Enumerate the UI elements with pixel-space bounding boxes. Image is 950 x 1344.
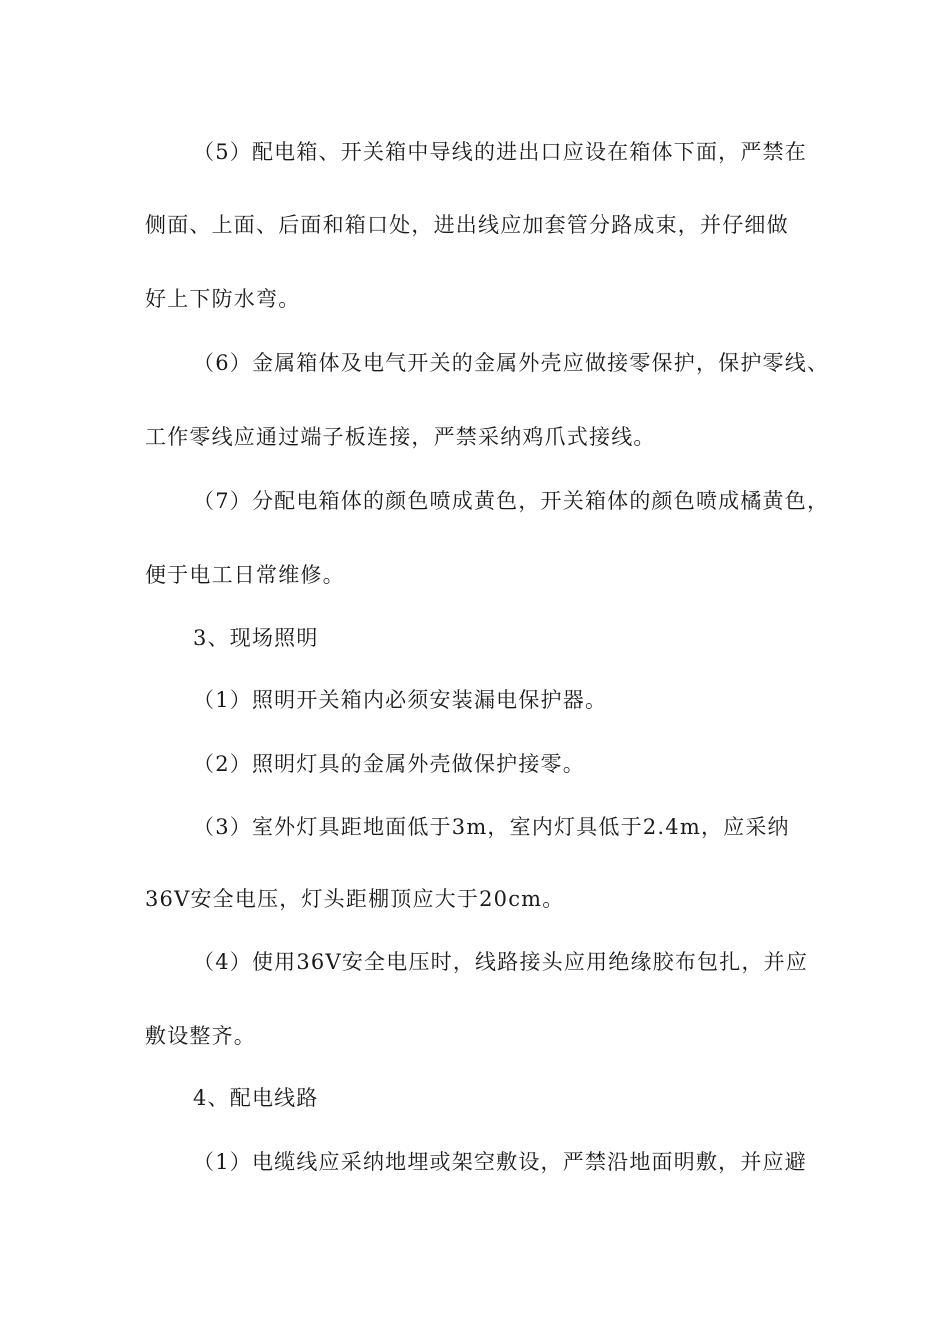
paragraph-line: （6）金属箱体及电气开关的金属外壳应做接零保护，保护零线、	[193, 351, 830, 375]
paragraph-line: 侧面、上面、后面和箱口处，进出线应加套管分路成束，并仔细做	[145, 213, 789, 237]
paragraph-line: 便于电工日常维修。	[145, 563, 345, 587]
section-heading: 3、现场照明	[193, 626, 319, 650]
section-heading: 4、配电线路	[193, 1086, 319, 1110]
paragraph-line: （2）照明灯具的金属外壳做保护接零。	[193, 752, 585, 776]
paragraph-line: 工作零线应通过端子板连接，严禁采纳鸡爪式接线。	[145, 425, 656, 449]
paragraph-line: 好上下防水弯。	[145, 287, 301, 311]
paragraph-line: （1）照明开关箱内必须安装漏电保护器。	[193, 688, 608, 712]
paragraph-line: （3）室外灯具距地面低于3m，室内灯具低于2.4m，应采纳	[193, 815, 790, 839]
paragraph-line: 敷设整齐。	[145, 1024, 256, 1048]
paragraph-line: 36V安全电压，灯头距棚顶应大于20cm。	[145, 887, 565, 911]
paragraph-line: （5）配电箱、开关箱中导线的进出口应设在箱体下面，严禁在	[193, 140, 807, 164]
paragraph-line: （1）电缆线应采纳地埋或架空敷设，严禁沿地面明敷，并应避	[193, 1150, 807, 1174]
paragraph-line: （4）使用36V安全电压时，线路接头应用绝缘胶布包扎，并应	[193, 950, 809, 974]
paragraph-line: （7）分配电箱体的颜色喷成黄色，开关箱体的颜色喷成橘黄色，	[193, 489, 830, 513]
